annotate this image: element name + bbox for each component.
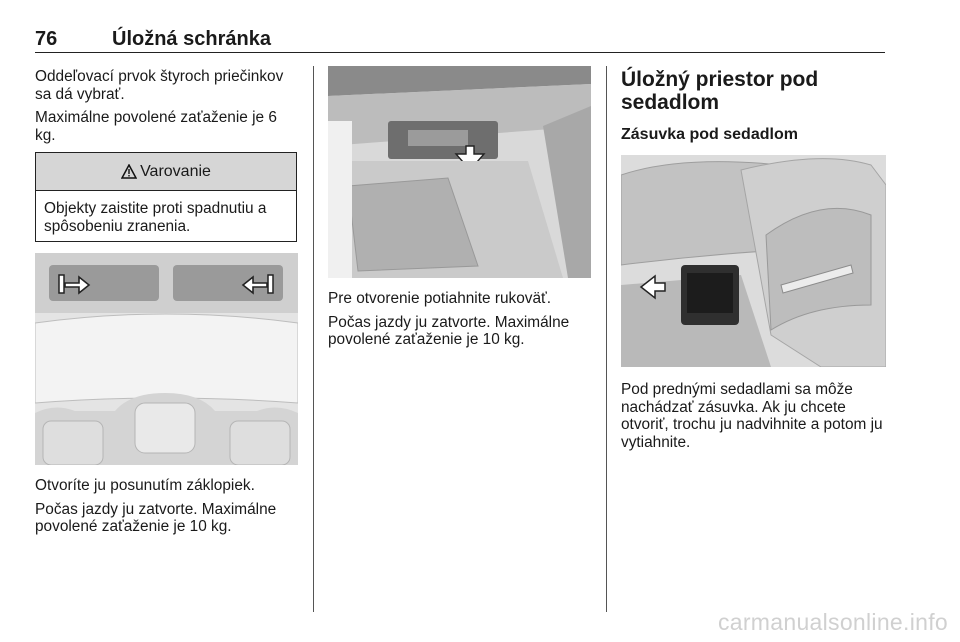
column-1	[35, 68, 298, 150]
column-divider-2	[606, 66, 607, 612]
tailgate-storage-illustration	[328, 66, 591, 278]
paragraph: Pre otvorenie potiahnite rukoväť.	[328, 290, 552, 307]
warning-body: Objekty zaistite proti spadnutiu a spôsobeniu zranenia.	[44, 200, 267, 235]
subsection-heading: Zásuvka pod sedadlom	[621, 126, 798, 143]
paragraph: Počas jazdy ju zatvorte. Maximálne povolené zaťaženie je 10 kg.	[35, 500, 277, 535]
paragraph: Počas jazdy ju zatvorte. Maximálne povolené zaťaženie je 10 kg.	[328, 313, 570, 348]
paragraph: Maximálne povolené zaťaženie je 6 kg.	[35, 109, 277, 144]
warning-triangle-icon	[121, 164, 137, 179]
column-3-body	[621, 381, 886, 457]
paragraph: Otvoríte ju posunutím záklopiek.	[35, 477, 255, 494]
column-1-captions	[35, 477, 298, 542]
paragraph: Oddeľovací prvok štyroch priečinkov sa dá vybrať.	[35, 68, 284, 103]
column-divider-1	[313, 66, 314, 612]
paragraph: Pod prednými sedadlami sa môže nachádzať zásuvka. Ak ju chcete otvoriť, trochu ju nadvihnite a potom ju vytiahnite.	[621, 381, 883, 451]
underseat-drawer-illustration	[621, 155, 886, 367]
column-3	[621, 68, 886, 144]
watermark: carmanualsonline.info	[717, 609, 948, 635]
overhead-storage-illustration	[35, 253, 298, 465]
column-2-captions	[328, 290, 591, 355]
section-heading: Úložný priestor pod sedadlom	[621, 68, 819, 114]
warning-title: Varovanie	[140, 162, 211, 180]
page-header	[35, 28, 885, 53]
warning-header	[36, 153, 296, 191]
page-title: Úložná schránka	[112, 28, 271, 50]
warning-box	[35, 152, 297, 242]
page-number: 76	[35, 28, 58, 50]
